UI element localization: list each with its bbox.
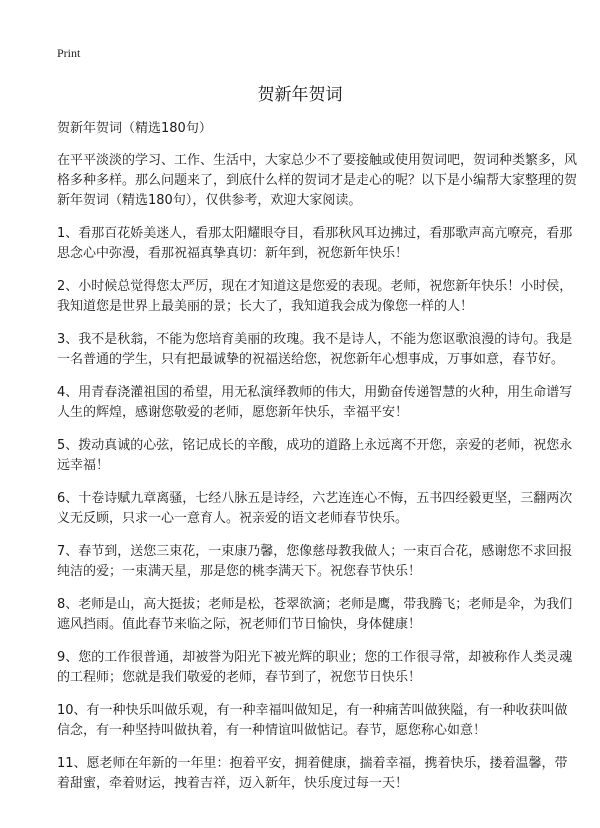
page-title: 贺新年贺词 xyxy=(257,85,343,105)
article-body xyxy=(57,121,577,807)
intro-paragraph: 在平平淡淡的学习、工作、生活中，大家总少不了要接触或使用贺词吧，贺词种类繁多，风格多种多样。那么问题来了，到底什么样的贺词才是走心的呢？以下是小编帮大家整理的贺新年贺词（精选180句），仅供参考，欢迎大家阅读。 xyxy=(57,153,578,208)
greeting-item-7: 7、春节到，送您三束花，一束康乃馨，您像慈母教我做人；一束百合花，感谢您不求回报纯洁的爱；一束满天星，那是您的桃李满天下。祝您春节快乐！ xyxy=(57,544,573,579)
greeting-item-1: 1、看那百花娇美迷人，看那太阳耀眼夺目，看那秋风耳边拂过，看那歌声高亢嘹亮，看那思念心中弥漫，看那祝福真挚真切：新年到，祝您新年快乐！ xyxy=(57,226,573,261)
greeting-item-3: 3、我不是秋翁，不能为您培育美丽的玫瑰。我不是诗人，不能为您讴歌浪漫的诗句。我是一名普通的学生，只有把最诚挚的祝福送给您，祝您新年心想事成，万事如意，春节好。 xyxy=(57,332,573,367)
greeting-item-10: 10、有一种快乐叫做乐观，有一种幸福叫做知足，有一种痛苦叫做狭隘，有一种收获叫做信念，有一种坚持叫做执着，有一种情谊叫做惦记。春节，愿您称心如意！ xyxy=(57,703,568,738)
greeting-item-2: 2、小时候总觉得您太严厉，现在才知道这是您爱的表现。老师，祝您新年快乐！小时侯，我知道您是世界上最美丽的景；长大了，我知道我会成为像您一样的人！ xyxy=(57,279,573,314)
greeting-item-5: 5、拨动真诚的心弦，铭记成长的辛酸，成功的道路上永远离不开您，亲爱的老师，祝您永远幸福！ xyxy=(57,438,573,473)
greeting-item-9: 9、您的工作很普通，却被誉为阳光下被光辉的职业；您的工作很寻常，却被称作人类灵魂的工程师；您就是我们敬爱的老师，春节到了，祝您节日快乐！ xyxy=(57,650,573,685)
print-link[interactable]: Print xyxy=(57,46,81,60)
greeting-item-4: 4、用青春浇灌祖国的希望，用无私演绎教师的伟大，用勤奋传递智慧的火种，用生命谱写人生的辉煌，感谢您敬爱的老师，愿您新年快乐，幸福平安！ xyxy=(57,385,573,420)
greeting-item-8: 8、老师是山，高大挺拔；老师是松，苍翠欲滴；老师是鹰，带我腾飞；老师是伞，为我们遮风挡雨。值此春节来临之际，祝老师们节日愉快，身体健康！ xyxy=(57,597,573,632)
article-subtitle: 贺新年贺词（精选180句） xyxy=(57,121,212,136)
greeting-item-11: 11、愿老师在年新的一年里：抱着平安，拥着健康，揣着幸福，携着快乐，搂着温馨，带着甜蜜，牵着财运，拽着吉祥，迈入新年，快乐度过每一天！ xyxy=(57,756,568,791)
greeting-item-6: 6、十卷诗赋九章离骚，七经八脉五是诗经，六艺连连心不悔，五书四经毅更坚，三翻两次义无反顾，只求一心一意育人。祝亲爱的语文老师春节快乐。 xyxy=(57,491,573,526)
